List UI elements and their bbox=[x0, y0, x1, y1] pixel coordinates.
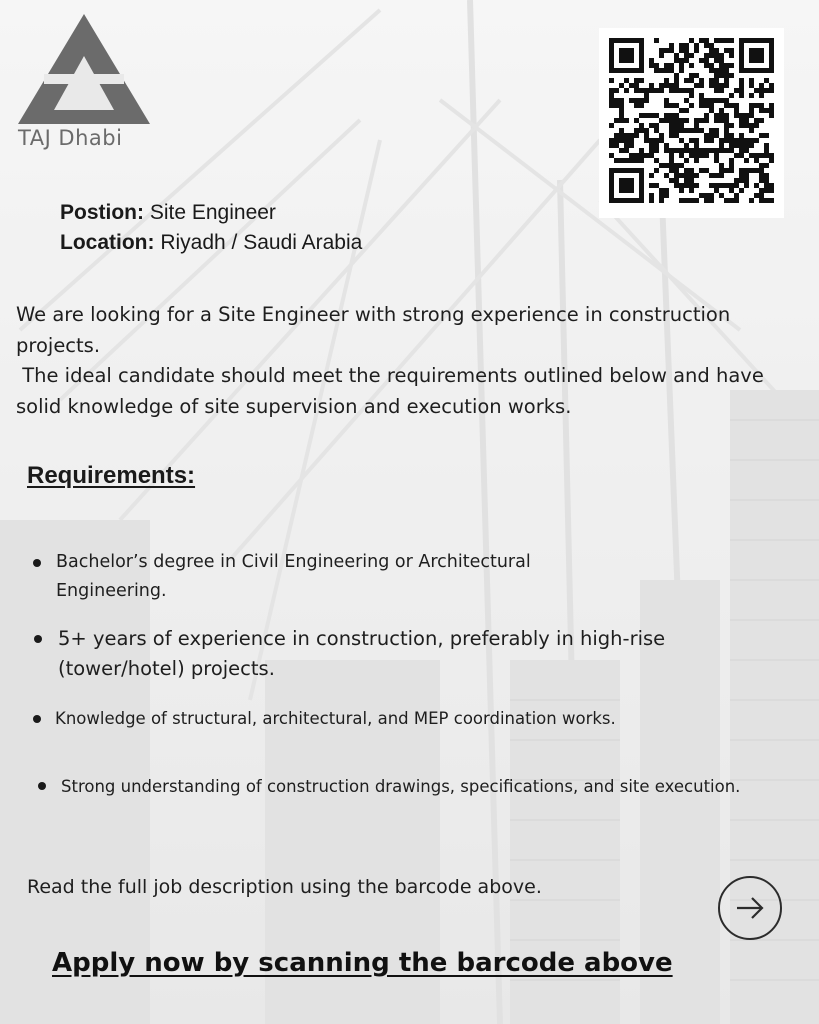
requirement-text: Strong understanding of construction drawings, specifications, and site execution. bbox=[61, 777, 741, 796]
requirement-text: Bachelor’s degree in Civil Engineering or Architectural Engineering. bbox=[56, 552, 531, 601]
apply-call-to-action: Apply now by scanning the barcode above bbox=[52, 948, 673, 978]
requirements-title: Requirements: bbox=[27, 462, 196, 489]
bullet-icon bbox=[33, 559, 41, 567]
next-button[interactable] bbox=[718, 876, 782, 940]
qr-code-card[interactable] bbox=[599, 28, 784, 218]
position-row bbox=[60, 198, 362, 228]
bullet-icon bbox=[38, 782, 46, 790]
requirement-text: 5+ years of experience in construction, preferably in high-rise (tower/hotel) projects. bbox=[58, 627, 666, 680]
brand-name: TAJ Dhabi bbox=[18, 126, 123, 150]
location-label: Location: bbox=[60, 231, 155, 254]
arrow-right-icon bbox=[734, 892, 766, 924]
position-value: Site Engineer bbox=[149, 201, 276, 224]
bullet-icon bbox=[33, 715, 41, 723]
requirement-text: Knowledge of structural, architectural, and MEP coordination works. bbox=[55, 709, 616, 728]
position-label: Postion: bbox=[60, 201, 144, 224]
intro-text bbox=[16, 300, 806, 422]
qr-code-icon[interactable] bbox=[609, 38, 774, 208]
intro-line-2: The ideal candidate should meet the requirements outlined below and have solid knowledge of site supervision and execution works. bbox=[16, 364, 771, 418]
read-more-text: Read the full job description using the barcode above. bbox=[27, 876, 542, 898]
location-value: Riyadh / Saudi Arabia bbox=[160, 231, 363, 254]
intro-line-1: We are looking for a Site Engineer with strong experience in construction projects. bbox=[16, 303, 731, 357]
job-info bbox=[60, 198, 362, 258]
bullet-icon bbox=[34, 635, 42, 643]
location-row bbox=[60, 228, 362, 258]
